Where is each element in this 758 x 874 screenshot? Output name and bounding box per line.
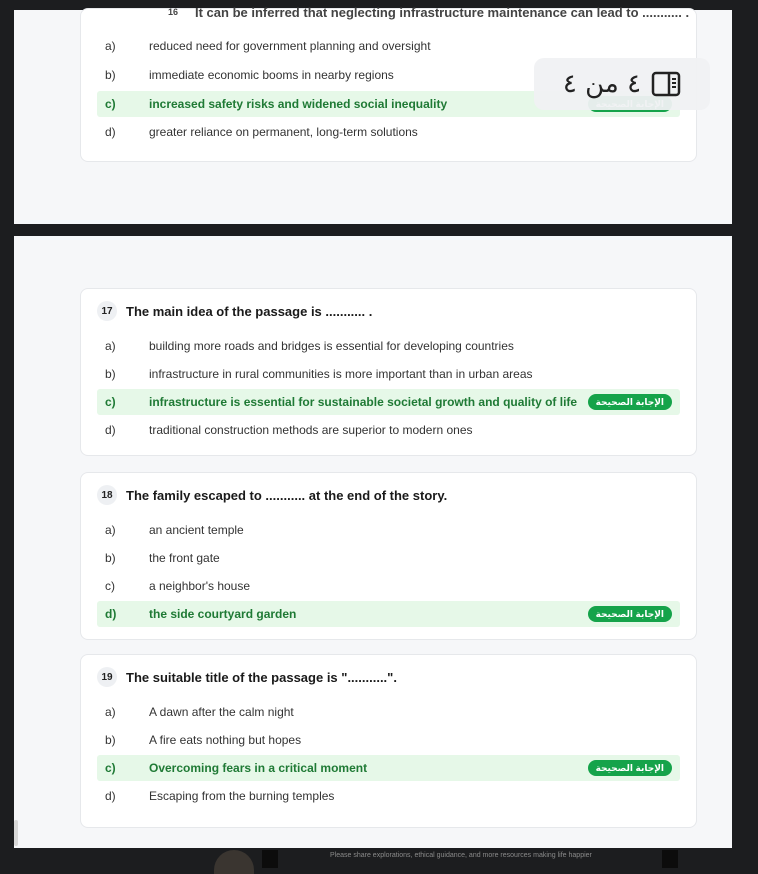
question-text: The main idea of the passage is ........... . <box>126 303 373 319</box>
avatar <box>214 850 254 874</box>
question-text: The suitable title of the passage is "...........". <box>126 669 397 685</box>
question-card-17 <box>80 288 697 456</box>
questions-panel <box>14 236 732 848</box>
question-number: 16 <box>167 7 178 17</box>
option-b[interactable] <box>97 361 680 387</box>
option-text: the front gate <box>149 551 220 565</box>
option-letter: c) <box>105 97 116 111</box>
option-c-correct[interactable] <box>97 755 680 781</box>
option-text: an ancient temple <box>149 523 244 537</box>
option-b[interactable] <box>97 727 680 753</box>
option-letter: d) <box>105 423 116 437</box>
page-indicator <box>534 58 710 110</box>
option-text: a neighbor's house <box>149 579 251 593</box>
option-text: increased safety risks and widened social inequality <box>149 97 448 111</box>
question-text: The family escaped to ........... at the end of the story. <box>126 487 448 503</box>
option-letter: c) <box>105 579 115 593</box>
option-letter: a) <box>105 523 116 537</box>
correct-answer-badge: الإجابة الصحيحة <box>588 760 672 776</box>
option-letter: d) <box>105 607 117 621</box>
previous-question-panel <box>14 5 732 224</box>
question-number: 17 <box>97 301 117 321</box>
option-d[interactable] <box>97 417 680 443</box>
option-c[interactable] <box>97 573 680 599</box>
option-text: Escaping from the burning temples <box>149 789 335 803</box>
option-letter: a) <box>105 339 116 353</box>
option-letter: c) <box>105 761 116 775</box>
option-letter: a) <box>105 39 116 53</box>
question-number: 18 <box>97 485 117 505</box>
option-a[interactable] <box>97 33 680 59</box>
bottom-caption: Please share explorations, ethical guidance, and more resources making life happier <box>330 852 592 859</box>
page-indicator-text: ٤ من ٤ <box>562 69 642 99</box>
question-card-18 <box>80 472 697 640</box>
option-text: A fire eats nothing but hopes <box>149 733 302 747</box>
option-letter: c) <box>105 395 116 409</box>
question-number: 19 <box>97 667 117 687</box>
sidebar-panel-icon[interactable] <box>651 71 681 97</box>
option-letter: a) <box>105 705 116 719</box>
option-text: Overcoming fears in a critical moment <box>149 761 368 775</box>
option-d[interactable] <box>97 783 680 809</box>
option-text: traditional construction methods are superior to modern ones <box>149 423 473 437</box>
option-text: greater reliance on permanent, long-term solutions <box>149 125 418 139</box>
option-letter: d) <box>105 789 116 803</box>
option-letter: b) <box>105 68 116 82</box>
video-frame-edge <box>262 850 278 868</box>
question-header <box>97 484 447 506</box>
option-a[interactable] <box>97 699 680 725</box>
option-text: A dawn after the calm night <box>149 705 294 719</box>
option-c-correct[interactable] <box>97 389 680 415</box>
scrollbar-thumb[interactable] <box>14 820 18 846</box>
option-d-correct[interactable] <box>97 601 680 627</box>
option-text: building more roads and bridges is essential for developing countries <box>149 339 514 353</box>
option-b[interactable] <box>97 545 680 571</box>
question-header <box>97 300 372 322</box>
correct-answer-badge: الإجابة الصحيحة <box>588 394 672 410</box>
option-text: reduced need for government planning and oversight <box>149 39 431 53</box>
option-letter: b) <box>105 733 116 747</box>
video-frame-edge <box>662 850 678 868</box>
option-d[interactable] <box>97 119 680 145</box>
correct-answer-badge: الإجابة الصحيحة <box>588 606 672 622</box>
question-text: It can be inferred that neglecting infrastructure maintenance can lead to ........... . <box>195 5 690 20</box>
option-letter: d) <box>105 125 116 139</box>
option-text: infrastructure is essential for sustainable societal growth and quality of life <box>149 395 578 409</box>
option-a[interactable] <box>97 333 680 359</box>
option-letter: b) <box>105 367 116 381</box>
option-text: immediate economic booms in nearby regions <box>149 68 394 82</box>
option-text: infrastructure in rural communities is more important than in urban areas <box>149 367 533 381</box>
option-a[interactable] <box>97 517 680 543</box>
option-text: the side courtyard garden <box>149 607 297 621</box>
option-letter: b) <box>105 551 116 565</box>
question-header <box>97 666 397 688</box>
question-card-19 <box>80 654 697 828</box>
